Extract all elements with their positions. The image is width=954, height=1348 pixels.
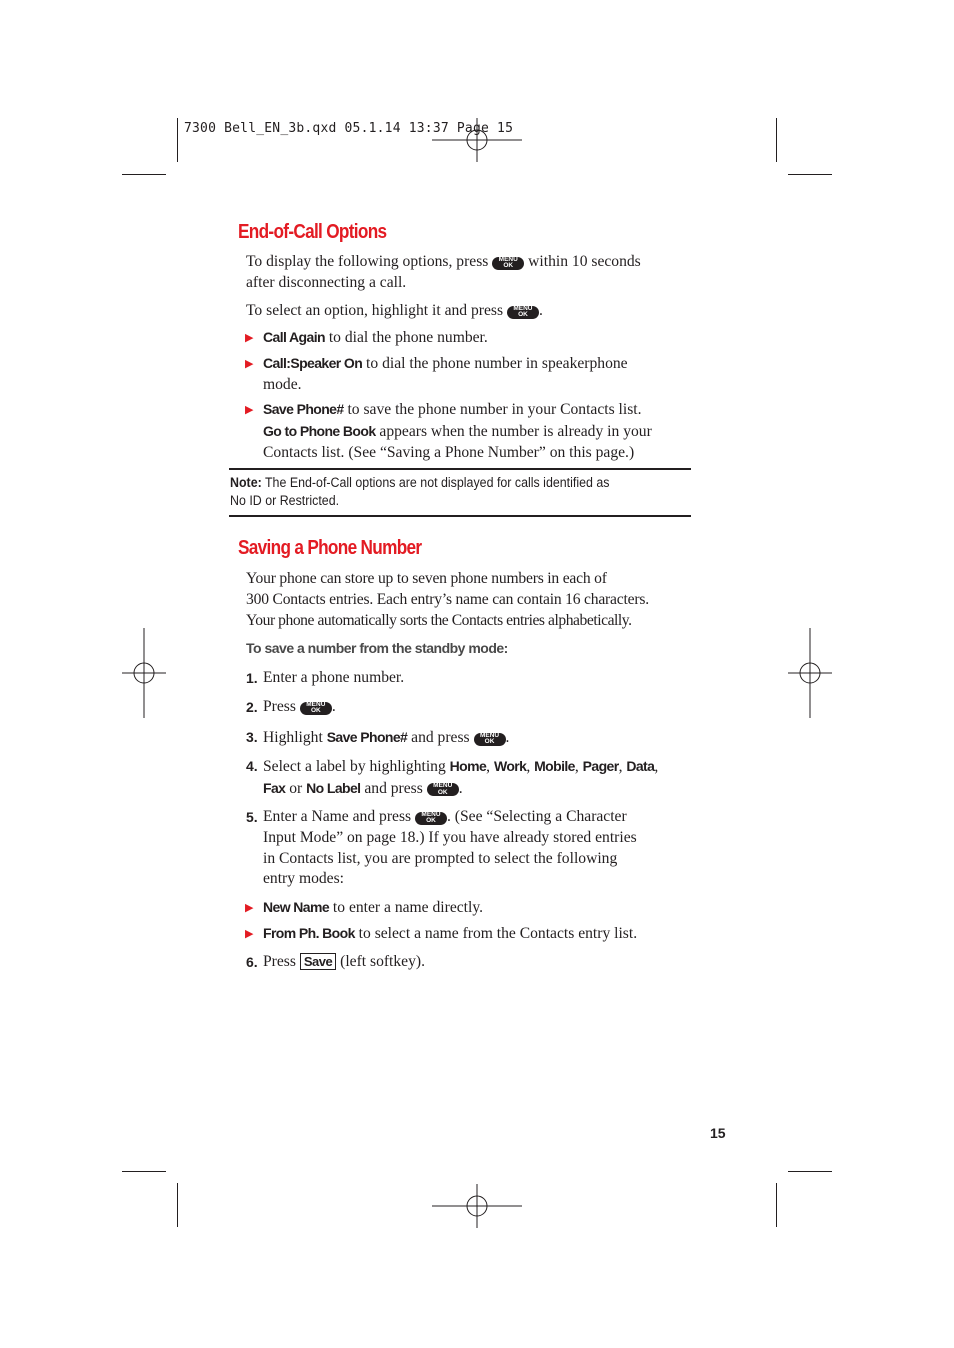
menu-ok-key-icon: MENU OK — [415, 812, 447, 825]
registration-mark-left — [122, 628, 166, 718]
step-text: Enter a Name and press MENU OK . (See “Selecting a Character Input Mode” on page 18.) If you have already stored entries in Contacts list, you are prompted to select the following entry modes: — [263, 808, 637, 888]
paragraph: To select an option, highlight it and press MENU OK . — [246, 302, 543, 319]
crop-mark — [788, 1171, 832, 1172]
bullet-arrow-icon: ▶ — [245, 358, 254, 370]
note-bottom-rule — [229, 515, 691, 517]
note: Note: The End-of-Call options are not displayed for calls identified as No ID or Restricted. — [230, 475, 610, 508]
step-number: 2. — [246, 699, 258, 715]
list-item: From Ph. Book to select a name from the Contacts entry list. — [263, 925, 638, 942]
page-number: 15 — [710, 1125, 726, 1141]
crop-mark — [788, 174, 832, 175]
menu-ok-key-icon: MENU OK — [474, 733, 506, 746]
save-softkey-label: Save — [300, 953, 336, 970]
crop-mark — [122, 1171, 166, 1172]
step-text: Select a label by highlighting Home, Work, Mobile, Pager, Data, Fax or No Label and press MENU OK . — [263, 758, 659, 797]
section-title-end-of-call: End-of-Call Options — [238, 221, 387, 243]
step-number: 4. — [246, 758, 258, 774]
step-number: 3. — [246, 729, 258, 745]
step-text: Press MENU OK . — [263, 698, 336, 715]
bullet-arrow-icon: ▶ — [245, 902, 254, 914]
list-item: Call Again to dial the phone number. — [263, 329, 488, 346]
step-number: 5. — [246, 809, 258, 825]
step-text: Highlight Save Phone# and press MENU OK . — [263, 729, 510, 746]
menu-ok-key-icon: MENU OK — [507, 306, 539, 319]
procedure-subheading: To save a number from the standby mode: — [246, 640, 508, 656]
crop-mark — [177, 1183, 178, 1227]
crop-mark — [776, 1183, 777, 1227]
step-number: 6. — [246, 954, 258, 970]
paragraph: Your phone can store up to seven phone numbers in each of 300 Contacts entries. Each entry’s name can contain 16 characters. Your phone automatically sorts the Contacts entries alphabetically. — [246, 570, 649, 629]
list-item: Call:Speaker On to dial the phone number in speakerphone mode. — [263, 355, 628, 393]
registration-mark-bottom — [432, 1184, 522, 1228]
bullet-arrow-icon: ▶ — [245, 928, 254, 940]
paragraph: To display the following options, press MENU OK within 10 seconds after disconnecting a call. — [246, 253, 641, 291]
bullet-arrow-icon: ▶ — [245, 332, 254, 344]
crop-mark — [122, 174, 166, 175]
section-title-saving-phone-number: Saving a Phone Number — [238, 537, 422, 559]
list-item: Save Phone# to save the phone number in your Contacts list. Go to Phone Book appears when the number is already in your Contacts list. (See “Saving a Phone Number” on this page.) — [263, 401, 652, 461]
menu-ok-key-icon: MENU OK — [300, 702, 332, 715]
bullet-arrow-icon: ▶ — [245, 404, 254, 416]
note-top-rule — [229, 468, 691, 470]
file-slug: 7300 Bell_EN_3b.qxd 05.1.14 13:37 Page 15 — [184, 121, 514, 136]
crop-mark — [776, 118, 777, 162]
menu-ok-key-icon: MENU OK — [492, 257, 524, 270]
step-text: Enter a phone number. — [263, 669, 405, 686]
menu-ok-key-icon: MENU OK — [427, 783, 459, 796]
registration-mark-right — [788, 628, 832, 718]
list-item: New Name to enter a name directly. — [263, 899, 484, 916]
step-number: 1. — [246, 670, 258, 686]
crop-mark — [177, 118, 178, 162]
step-text: Press Save (left softkey). — [263, 953, 425, 970]
